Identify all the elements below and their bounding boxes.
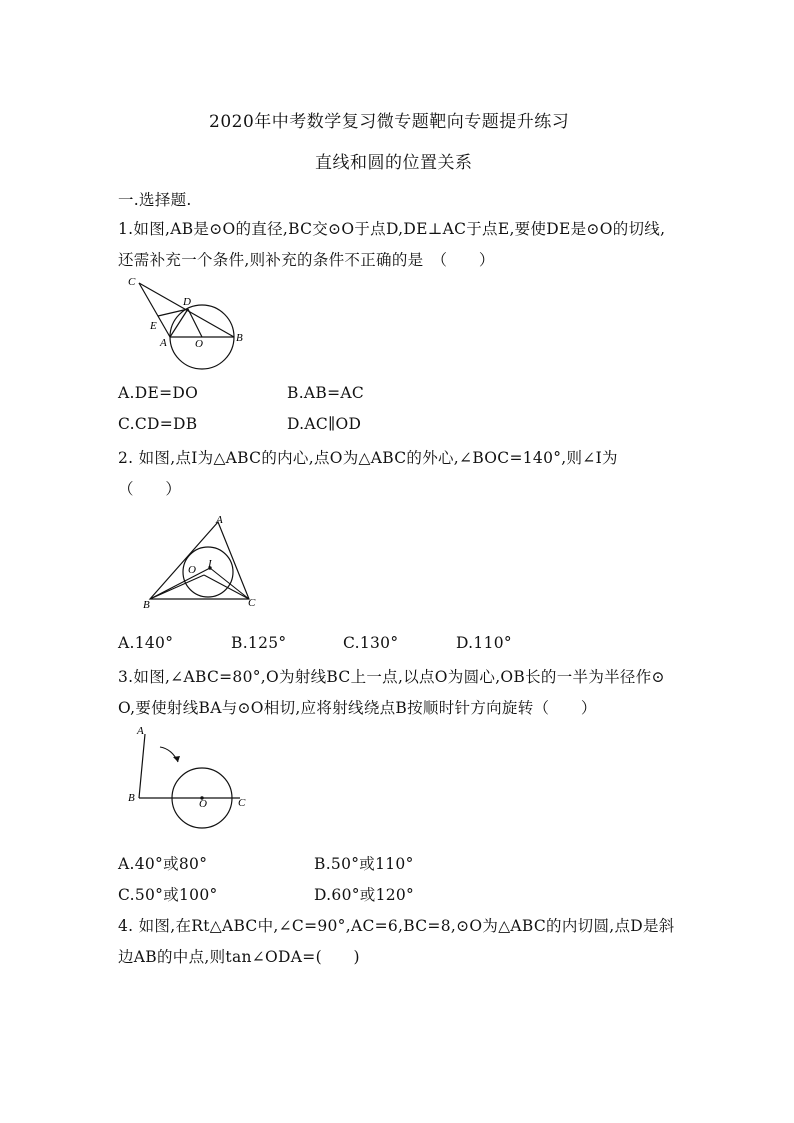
question-2-line-2: （ ） — [118, 480, 182, 498]
question-2-line-1: 2. 如图,点I为△ABC的内心,点O为△ABC的外心,∠BOC=140°,则∠I为 — [118, 449, 618, 467]
q3-option-c: C.50°或100° — [118, 886, 218, 904]
label-i: I — [208, 558, 212, 570]
label-c: C — [248, 597, 256, 609]
question-3-line-2: O,要使射线BA与⊙O相切,应将射线绕点B按顺时针方向旋转（ ） — [118, 699, 597, 717]
section-heading: 一.选择题. — [118, 191, 192, 209]
rotation-arrow-icon — [160, 747, 178, 762]
label-o: O — [188, 564, 196, 576]
q3-option-b: B.50°或110° — [314, 855, 414, 873]
question-1-line-2: 还需补充一个条件,则补充的条件不正确的是 （ ） — [118, 251, 495, 269]
q1-option-d: D.AC∥OD — [287, 415, 362, 433]
question-4-line-2: 边AB的中点,则tan∠ODA=( ) — [118, 948, 360, 966]
question-2-figure — [138, 510, 268, 610]
q1-option-a: A.DE=DO — [118, 384, 199, 402]
label-a: A — [216, 514, 223, 526]
label-a: A — [160, 337, 167, 349]
label-b: B — [128, 792, 135, 804]
label-b: B — [143, 599, 150, 611]
label-o: O — [195, 338, 203, 350]
question-3-figure — [122, 722, 262, 832]
q1-option-b: B.AB=AC — [287, 384, 365, 402]
label-c: C — [128, 276, 136, 288]
question-4-line-1: 4. 如图,在Rt△ABC中,∠C=90°,AC=6,BC=8,⊙O为△ABC的内切圆,点D是斜 — [118, 917, 675, 935]
question-1-figure — [125, 270, 255, 370]
arrowhead-icon — [173, 756, 180, 762]
label-o: O — [199, 798, 207, 810]
label-a: A — [137, 725, 144, 737]
page-title: 2020年中考数学复习微专题靶向专题提升练习 — [209, 112, 570, 132]
segment-do — [188, 309, 202, 337]
segment-bi — [150, 568, 210, 599]
q3-option-d: D.60°或120° — [314, 886, 415, 904]
q2-option-c: C.130° — [343, 634, 399, 652]
label-b: B — [236, 332, 243, 344]
q3-option-a: A.40°或80° — [118, 855, 208, 873]
segment-co — [204, 575, 249, 599]
label-e: E — [150, 320, 157, 332]
page-subtitle: 直线和圆的位置关系 — [315, 153, 473, 173]
label-c: C — [238, 797, 246, 809]
question-3-line-1: 3.如图,∠ABC=80°,O为射线BC上一点,以点O为圆心,OB长的一半为半径作⊙ — [118, 668, 665, 686]
ray-ba — [139, 734, 145, 798]
label-d: D — [183, 296, 191, 308]
q2-option-a: A.140° — [118, 634, 174, 652]
q2-option-d: D.110° — [456, 634, 512, 652]
q2-option-b: B.125° — [231, 634, 287, 652]
q1-option-c: C.CD=DB — [118, 415, 198, 433]
question-1-line-1: 1.如图,AB是⊙O的直径,BC交⊙O于点D,DE⊥AC于点E,要使DE是⊙O的切线, — [118, 220, 666, 238]
